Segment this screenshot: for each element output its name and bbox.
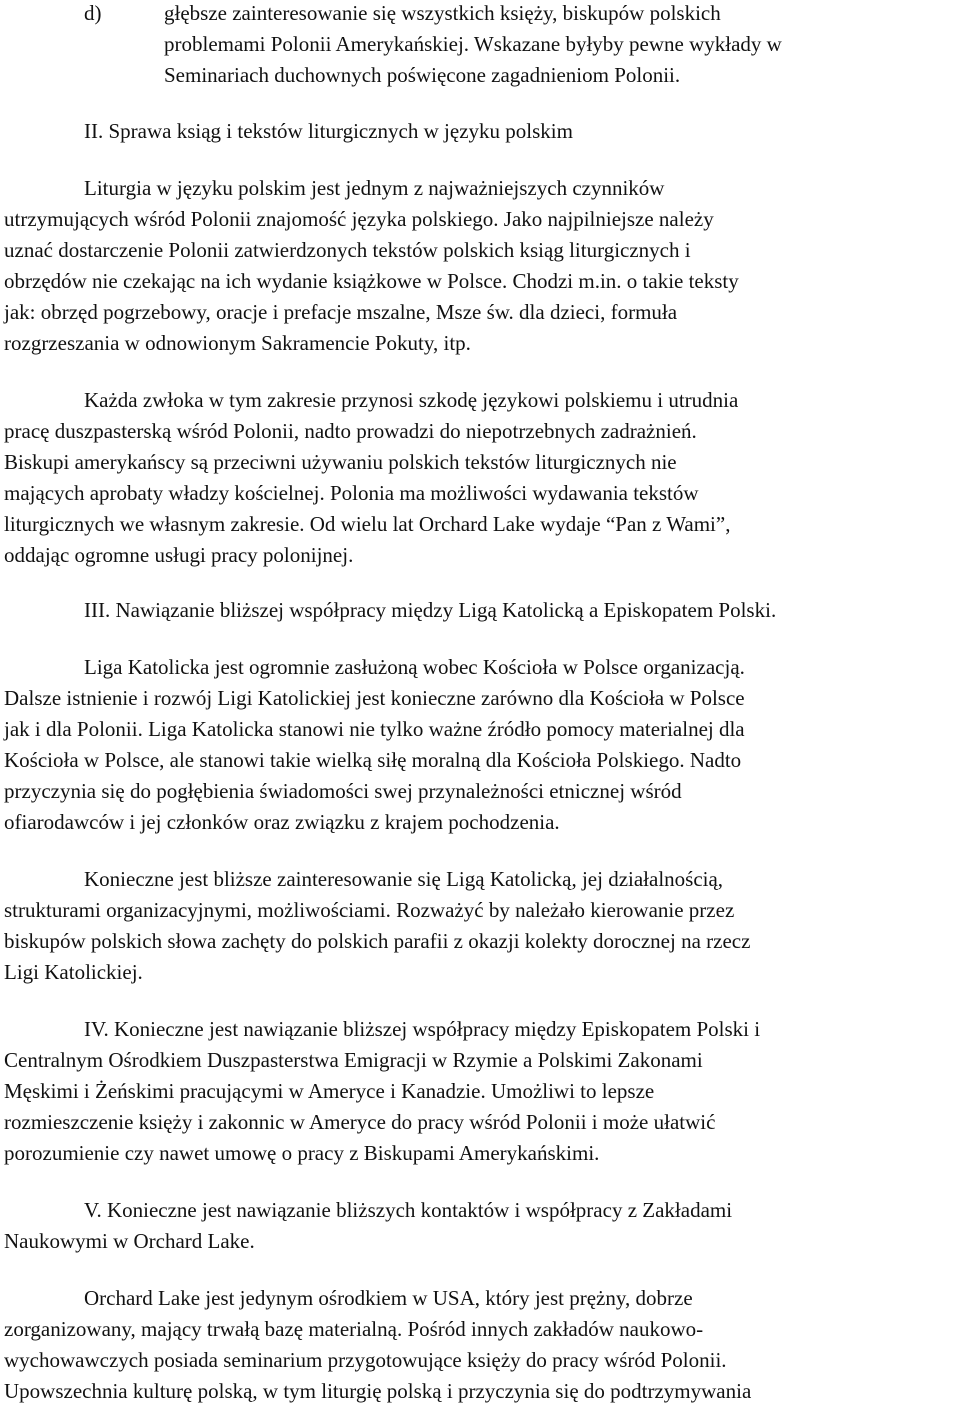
section-5-heading: V. Konieczne jest nawiązanie bliższych kontaktów i współpracy z Zakładami xyxy=(84,1198,733,1222)
paragraph-line: utrzymujących wśród Polonii znajomość języka polskiego. Jako najpilniejsze należy xyxy=(4,207,714,231)
section-4-heading: IV. Konieczne jest nawiązanie bliższej współpracy między Episkopatem Polski i xyxy=(84,1017,761,1041)
paragraph-line: Orchard Lake jest jedynym ośrodkiem w USA, który jest prężny, dobrze xyxy=(84,1286,693,1310)
paragraph-line: jak i dla Polonii. Liga Katolicka stanowi nie tylko ważne źródło pomocy materialnej dla xyxy=(4,717,745,741)
paragraph-line: rozmieszczenie księży i zakonnic w Ameryce do pracy wśród Polonii i może ułatwić xyxy=(4,1110,716,1134)
paragraph-line: porozumienie czy nawet umowę o pracy z Biskupami Amerykańskimi. xyxy=(4,1141,600,1165)
paragraph-line: wychowawczych posiada seminarium przygotowujące księży do pracy wśród Polonii. xyxy=(4,1348,727,1372)
paragraph-line: zorganizowany, mający trwałą bazę materialną. Pośród innych zakładów naukowo- xyxy=(4,1317,704,1341)
item-d-line-1: głębsze zainteresowanie się wszystkich księży, biskupów polskich xyxy=(164,1,721,25)
paragraph-line: liturgicznych we własnym zakresie. Od wielu lat Orchard Lake wydaje “Pan z Wami”, xyxy=(4,512,731,536)
paragraph-line: obrzędów nie czekając na ich wydanie książkowe w Polsce. Chodzi m.in. o takie teksty xyxy=(4,269,739,293)
paragraph-line: Biskupi amerykańscy są przeciwni używaniu polskich tekstów liturgicznych nie xyxy=(4,450,677,474)
paragraph-line: biskupów polskich słowa zachęty do polskich parafii z okazji kolekty dorocznej na rzecz xyxy=(4,929,751,953)
paragraph-line: Upowszechnia kulturę polską, w tym liturgię polską i przyczynia się do podtrzymywania xyxy=(4,1379,752,1403)
paragraph-line: Liturgia w języku polskim jest jednym z najważniejszych czynników xyxy=(84,176,665,200)
paragraph-line: mających aprobaty władzy kościelnej. Polonia ma możliwości wydawania tekstów xyxy=(4,481,699,505)
paragraph-line: przyczynia się do pogłębienia świadomości swej przynależności etnicznej wśród xyxy=(4,779,682,803)
paragraph-line: pracę duszpasterską wśród Polonii, nadto prowadzi do niepotrzebnych zadrażnień. xyxy=(4,419,697,443)
paragraph-line: jak: obrzęd pogrzebowy, oracje i prefacje mszalne, Msze św. dla dzieci, formuła xyxy=(4,300,678,324)
paragraph-line: Konieczne jest bliższe zainteresowanie się Ligą Katolicką, jej działalnością, xyxy=(84,867,724,891)
paragraph-line: Naukowymi w Orchard Lake. xyxy=(4,1229,255,1253)
section-2-heading: II. Sprawa ksiąg i tekstów liturgicznych w języku polskim xyxy=(84,119,573,143)
paragraph-line: Męskimi i Żeńskimi pracującymi w Ameryce i Kanadzie. Umożliwi to lepsze xyxy=(4,1079,655,1103)
paragraph-line: Liga Katolicka jest ogromnie zasłużoną wobec Kościoła w Polsce organizacją. xyxy=(84,655,745,679)
paragraph-line: Każda zwłoka w tym zakresie przynosi szkodę językowi polskiemu i utrudnia xyxy=(84,388,739,412)
paragraph-line: Centralnym Ośrodkiem Duszpasterstwa Emigracji w Rzymie a Polskimi Zakonami xyxy=(4,1048,703,1072)
paragraph-line: uznać dostarczenie Polonii zatwierdzonych tekstów polskich ksiąg liturgicznych i xyxy=(4,238,691,262)
paragraph-line: Kościoła w Polsce, ale stanowi takie wielką siłę moralną dla Kościoła Polskiego. Nadto xyxy=(4,748,742,772)
list-marker-d: d) xyxy=(84,1,102,25)
paragraph-line: Dalsze istnienie i rozwój Ligi Katolickiej jest konieczne zarówno dla Kościoła w Polsce xyxy=(4,686,745,710)
item-d-line-2: problemami Polonii Amerykańskiej. Wskazane byłyby pewne wykłady w xyxy=(164,32,782,56)
paragraph-line: Ligi Katolickiej. xyxy=(4,960,143,984)
section-3-heading: III. Nawiązanie bliższej współpracy między Ligą Katolicką a Episkopatem Polski. xyxy=(84,598,777,622)
paragraph-line: oddając ogromne usługi pracy polonijnej. xyxy=(4,543,354,567)
item-d-line-3: Seminariach duchownych poświęcone zagadnieniom Polonii. xyxy=(164,63,681,87)
paragraph-line: ofiarodawców i jej członków oraz związku z krajem pochodzenia. xyxy=(4,810,560,834)
paragraph-line: rozgrzeszania w odnowionym Sakramencie Pokuty, itp. xyxy=(4,331,471,355)
paragraph-line: strukturami organizacyjnymi, możliwościami. Rozważyć by należało kierowanie przez xyxy=(4,898,735,922)
